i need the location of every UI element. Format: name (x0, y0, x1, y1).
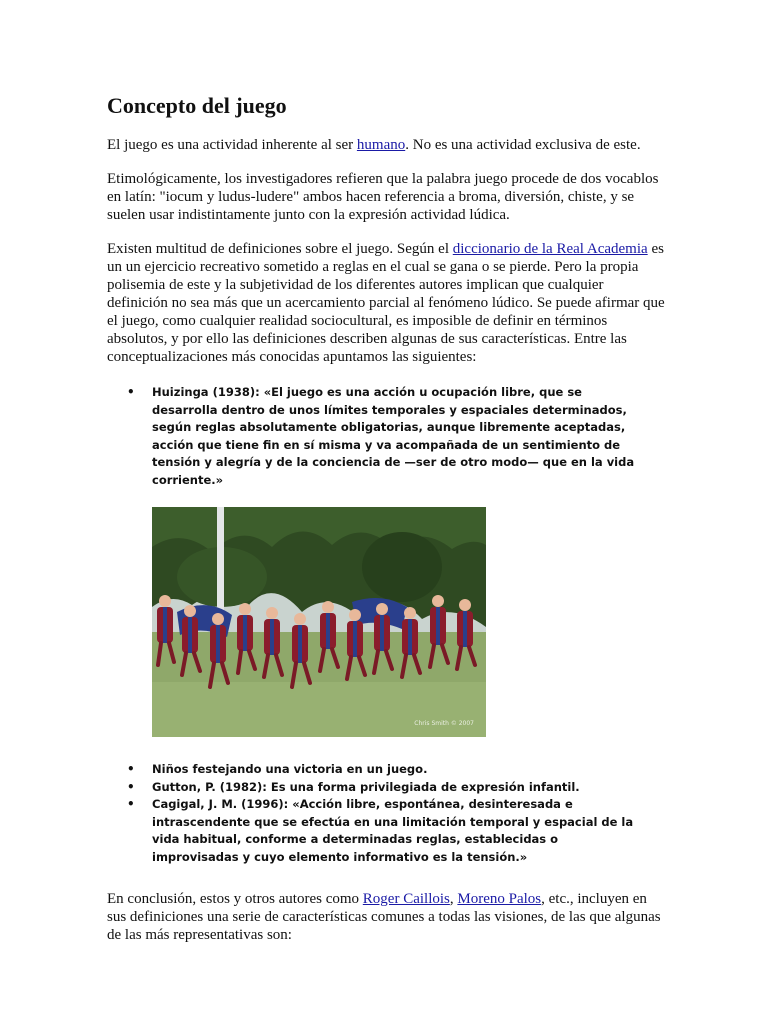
link-roger-caillois[interactable]: Roger Caillois (362, 891, 450, 907)
paragraph-etymology: Etimológicamente, los investigadores refieren que la palabra juego procede de dos vocablos en latín: "iocum y ludus-ludere" ambos hacen referencia a broma, diversión, chiste, y se suelen usar indistintamente junto con la expresión actividad lúdica. (107, 171, 659, 223)
paragraph-conclusion-separator: , (449, 891, 458, 907)
bullet-icon: • (127, 797, 135, 811)
paragraph-intro-text-before: El juego es una actividad inherente al ser (107, 137, 357, 153)
definitions-list-1 (107, 384, 667, 489)
list-item-text: Huizinga (1938): «El juego es una acción u ocupación libre, que se desarrolla dentro de unos límites temporales y espaciales determinados, según reglas absolutamente obligatorias, aunque libremente aceptadas, acción que tiene fin en sí misma y va acompañada de un sentimiento de tensión y alegría y de la conciencia de —ser de otro modo— que en la vida corriente.» (152, 385, 635, 487)
link-moreno-palos[interactable]: Moreno Palos (457, 891, 542, 907)
bullet-icon: • (127, 385, 135, 399)
paragraph-intro (107, 136, 667, 154)
paragraph-intro-text-after: . No es una actividad exclusiva de este. (405, 137, 641, 153)
document-page (107, 92, 667, 960)
link-humano[interactable]: humano (356, 137, 406, 153)
list-item-text: Gutton, P. (1982): Es una forma privilegiada de expresión infantil. (152, 779, 580, 794)
page-title: Concepto del juego (107, 93, 287, 118)
paragraph-definitions (107, 240, 667, 366)
photo-watermark: Chris Smith © 2007 (414, 720, 474, 727)
definitions-list-2 (107, 761, 667, 866)
paragraph-definitions-text-before: Existen multitud de definiciones sobre el juego. Según el (107, 241, 453, 257)
bullet-icon: • (127, 762, 135, 776)
paragraph-definitions-text-after: es un un ejercicio recreativo sometido a reglas en el cual se gana o se pierde. Pero la propia polisemia de este y la subjetividad de los diferentes autores implican que cualquier definición no sea más que un acercamiento parcial al fenómeno lúdico. Se puede afirmar que el juego, como cualquier realidad sociocultural, es imposible de definir en términos absolutos, y por ello las definiciones describen algunas de sus características. Entre las conceptualizaciones más conocidas apuntamos las siguientes: (107, 241, 665, 365)
paragraph-conclusion-text-after: , etc., incluyen en sus definiciones una serie de características comunes a todas las visiones, de las que algunas de las más representativas son: (107, 891, 661, 943)
list-item-gutton (127, 779, 642, 797)
photo-children-celebrating (152, 507, 486, 737)
paragraph-conclusion-text-before: En conclusión, estos y otros autores como (107, 891, 363, 907)
link-diccionario-real-academia[interactable]: diccionario de la Real Academia (452, 241, 648, 257)
list-item-caption (127, 761, 642, 779)
list-item-huizinga (127, 384, 642, 489)
list-item-text: Niños festejando una victoria en un juego. (152, 762, 428, 776)
list-item-text: Cagigal, J. M. (1996): «Acción libre, espontánea, desinteresada e intrascendente que se efectúa en una limitación temporal y espacial de la vida habitual, conforme a determinadas reglas, establecidas o improvisadas y cuyo elemento informativo es la tensión.» (152, 797, 634, 864)
paragraph-conclusion (107, 890, 667, 944)
bullet-icon: • (127, 779, 135, 794)
photo-illustration (152, 507, 486, 737)
list-item-cagigal (127, 796, 642, 866)
